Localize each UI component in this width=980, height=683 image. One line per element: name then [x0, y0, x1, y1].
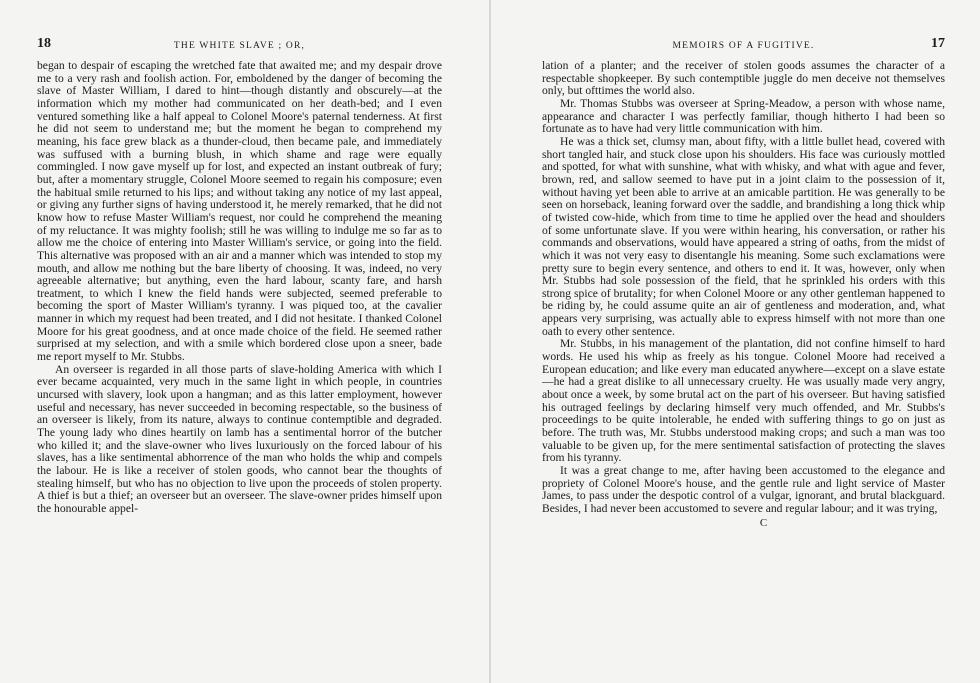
- right-running-head: MEMOIRS OF A FUGITIVE.: [672, 41, 815, 51]
- left-page-text: [37, 60, 442, 516]
- paragraph: He was a thick set, clumsy man, about fifty, with a little bullet head, covered with short tangled hair, and stuck close upon his shoulders. His face was curiously mottled and spotted, for what with sunshine, what with whisky, and what with ague and fever, brown, red, and sallow seemed to have put in a joint claim to the possession of it, without having yet been able to arrive at an amicable partition. He was generally to be seen on horseback, leaning forward over the saddle, and brandishing a long thick whip of twisted cow-hide, which from time to time he applied over the head and shoulders of some unfortunate slave. If you were within hearing, his conversation, or rather his commands and observations, would have appeared a string of oaths, from the midst of which it was not very easy to disentangle his meaning. Some such exclamations were pretty sure to begin every sentence, and others to end it. It was, however, only when Mr. Stubbs had sole possession of the field, that he sprinkled his orders with this strong spice of brutality; for when Colonel Moore or any other gentleman happened to be riding by, he could assume quite an air of gentleness and moderation, and, what appears very surprising, was actually able to express himself with not more than one oath to every other sentence.: [542, 134, 945, 338]
- paragraph: Mr. Thomas Stubbs was overseer at Spring-Meadow, a person with whose name, appearance and character I was perfectly familiar, though hitherto I had been so fortunate as to have had very little communication with him.: [542, 96, 945, 136]
- left-page-header: [37, 36, 442, 60]
- right-page-header: [542, 36, 945, 60]
- paragraph: Mr. Stubbs, in his management of the plantation, did not confine himself to hard words. He used his whip as freely as his tongue. Colonel Moore had received a European education; and like every man educated anywhere—except on a slave estate—he had a great dislike to all unnecessary cruelty. He was usually made very angry, about once a week, by some brutal act on the part of his overseer. But having satisfied his outraged feelings by declaring himself very much offended, and Mr. Stubbs's proceedings to be quite intolerable, he ended with suffering things to go on just as before. The truth was, Mr. Stubbs understood making crops; and such a man was too valuable to be given up, for the mere sentimental satisfaction of protecting the slaves from his tyranny.: [542, 337, 945, 465]
- paragraph: lation of a planter; and the receiver of stolen goods assumes the character of a respectable shopkeeper. By such contemptible juggle do men deceive not themselves only, but ofttimes the world also.: [542, 59, 945, 98]
- right-page: [490, 0, 980, 683]
- paragraph: began to despair of escaping the wretched fate that awaited me; and my despair drove me to a very rash and foolish action. For, emboldened by the danger of becoming the slave of Master William, I dared to hint—though distantly and obscurely—at the information which my mother had communicated on her death-bed; and I even ventured something like a half appeal to Colonel Moore's paternal tenderness. At first he did not seem to understand me; but the moment he began to comprehend my meaning, his face grew black as a thunder-cloud, then became pale, and immediately was suffused with a burning blush, in which shame and rage were equally commingled. I now gave myself up for lost, and expected an instant outbreak of fury; but, after a momentary struggle, Colonel Moore seemed to regain his composure; even the habitual smile returned to his lips; and without taking any notice of my last appeal, or giving any further signs of having understood it, he merely remarked, that he did not know how to refuse Master William's request, nor could he comprehend the meaning of my reluctance. It was mighty foolish; still he was willing to indulge me so far as to allow me the choice of entering into Master William's service, or going into the field. This alternative was proposed with an air and a manner which was intended to stop my mouth, and allow me nothing but the bare liberty of choosing. It was, indeed, no very agreeable alternative; but anything, even the hard labour, scanty fare, and harsh treatment, to which I knew the field hands were subjected, seemed preferable to becoming the sport of Master William's tyranny. I was piqued too, at the cavalier manner in which my request had been treated, and I did not hesitate. I thanked Colonel Moore for his great goodness, and at once made choice of the field. He seemed rather surprised at my selection, and with a smile which bordered close upon a sneer, bade me report myself to Mr. Stubbs.: [37, 59, 442, 364]
- paragraph: It was a great change to me, after having been accustomed to the elegance and propriety of Colonel Moore's house, and the gentle rule and light service of Master James, to pass under the despotic control of a vulgar, ignorant, and brutal blackguard. Besides, I had never been accustomed to severe and regular labour; and it was trying,: [542, 464, 945, 515]
- right-page-text: [542, 60, 945, 516]
- left-page-number: 18: [37, 36, 51, 51]
- left-running-head: THE WHITE SLAVE ; OR,: [173, 41, 306, 51]
- paragraph: An overseer is regarded in all those parts of slave-holding America with which I ever became acquainted, very much in the same light in which people, in countries uncursed with slavery, look upon a hangman; and as this latter employment, however useful and necessary, has never succeeded in becoming respectable, so the business of an overseer is likely, from its nature, always to continue contemptible and degraded. The young lady who dines heartily on lamb has a sentimental horror of the butcher who killed it; and the slave-owner who lives luxuriously on the forced labour of his slaves, has a like sentimental abhorrence of the man who holds the whip and compels the labour. He is like a receiver of stolen goods, who cannot bear the thoughts of stealing himself, but who has no objection to live upon the proceeds of stolen property. A thief is but a thief; an overseer but an overseer. The slave-owner prides himself upon the honourable appel-: [37, 362, 442, 515]
- signature-mark: C: [759, 516, 768, 529]
- right-page-number: 17: [931, 36, 945, 51]
